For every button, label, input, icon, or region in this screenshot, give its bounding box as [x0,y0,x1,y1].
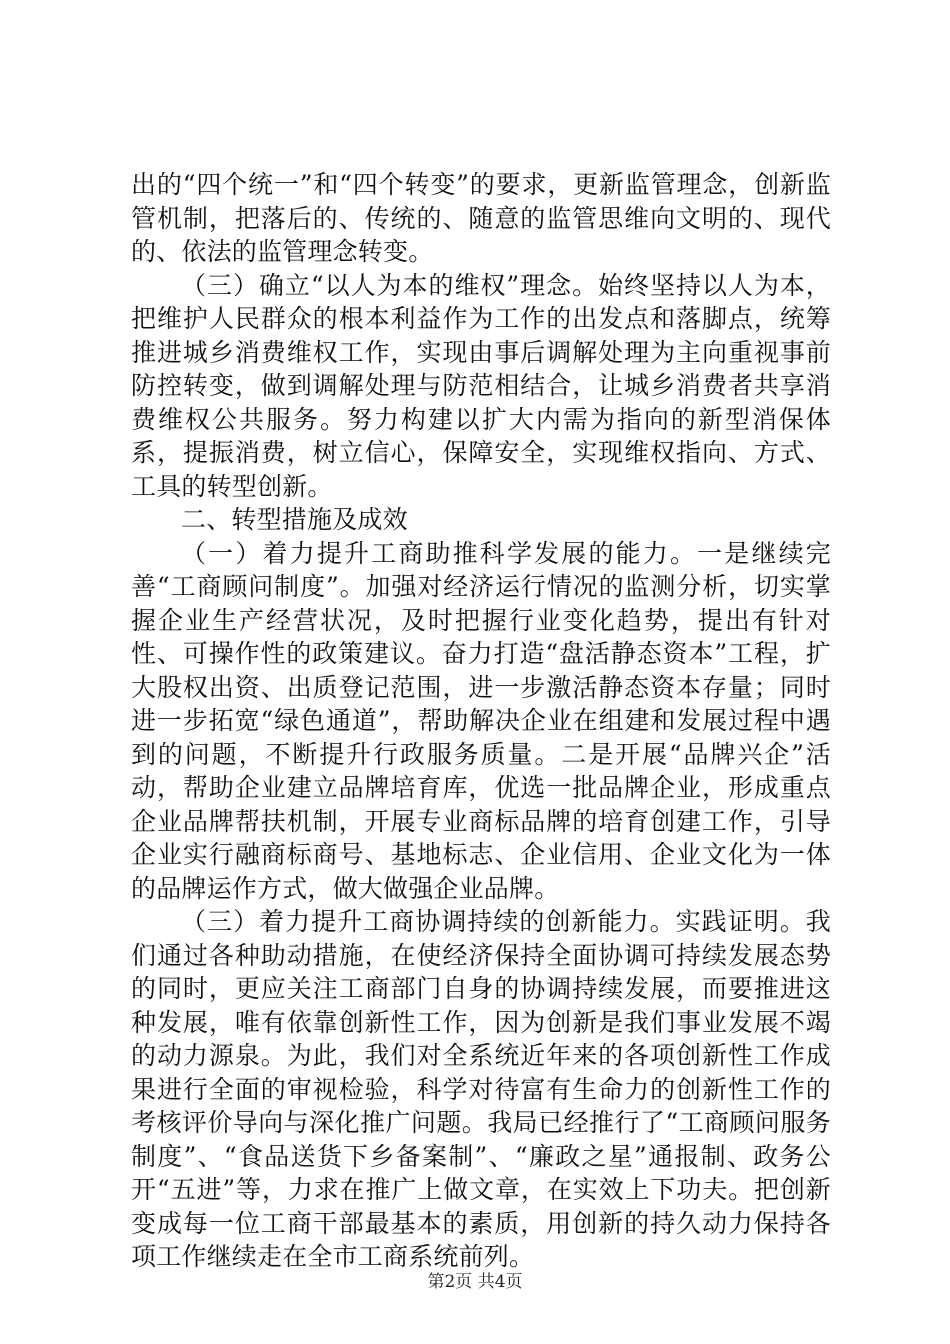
paragraph-section-3-innovation: （三）着力提升工商协调持续的创新能力。实践证明。我们通过各种助动措施，在使经济保持全面协调可持续发展态势的同时，更应关注工商部门自身的协调持续发展，而要推进这种发展，唯有依靠创新性工作，因为创新是我们事业发展不竭的动力源泉。为此，我们对全系统近年来的各项创新性工作成果进行全面的审视检验，科学对待富有生命力的创新性工作的考核评价导向与深化推广问题。我局已经推行了“工商顾问服务制度”、“食品送货下乡备案制”、“廉政之星”通报制、政务公开“五进”等，力求在推广上做文章，在实效上下功夫。把创新变成每一位工商干部最基本的素质，用创新的持久动力保持各项工作继续走在全市工商系统前列。 [131,907,831,1271]
paragraph-continuation: 出的“四个统一”和“四个转变”的要求，更新监管理念，创新监管机制，把落后的、传统的、随意的监管思维向文明的、现代的、依法的监管理念转变。 [131,170,831,266]
paragraph-section-1-development: （一）着力提升工商助推科学发展的能力。一是继续完善“工商顾问制度”。加强对经济运行情况的监测分析，切实掌握企业生产经营状况，及时把握行业变化趋势，提出有针对性、可操作性的政策建议。奋力打造“盘活静态资本”工程，扩大股权出资、出质登记范围，进一步激活静态资本存量；同时进一步拓宽“绿色通道”，帮助解决企业在组建和发展过程中遇到的问题，不断提升行政服务质量。二是开展“品牌兴企”活动，帮助企业建立品牌培育库，优选一批品牌企业，形成重点企业品牌帮扶机制，开展专业商标品牌的培育创建工作，引导企业实行融商标商号、基地标志、企业信用、企业文化为一体的品牌运作方式，做大做强企业品牌。 [131,538,831,903]
section-heading-measures: 二、转型措施及成效 [181,505,408,534]
document-body [131,168,831,1274]
page-total: 共4页 [477,1272,523,1292]
page-number: 第2页 [427,1272,473,1292]
paragraph-section-3-people-oriented: （三）确立“以人为本的维权”理念。始终坚持以人为本，把维护人民群众的根本利益作为工作的出发点和落脚点，统筹推进城乡消费维权工作，实现由事后调解处理为主向重视事前防控转变，做到调解处理与防范相结合，让城乡消费者共享消费维权公共服务。努力构建以扩大内需为指向的新型消保体系，提振消费，树立信心，保障安全，实现维权指向、方式、工具的转型创新。 [131,270,831,501]
page-footer [0,1267,950,1292]
